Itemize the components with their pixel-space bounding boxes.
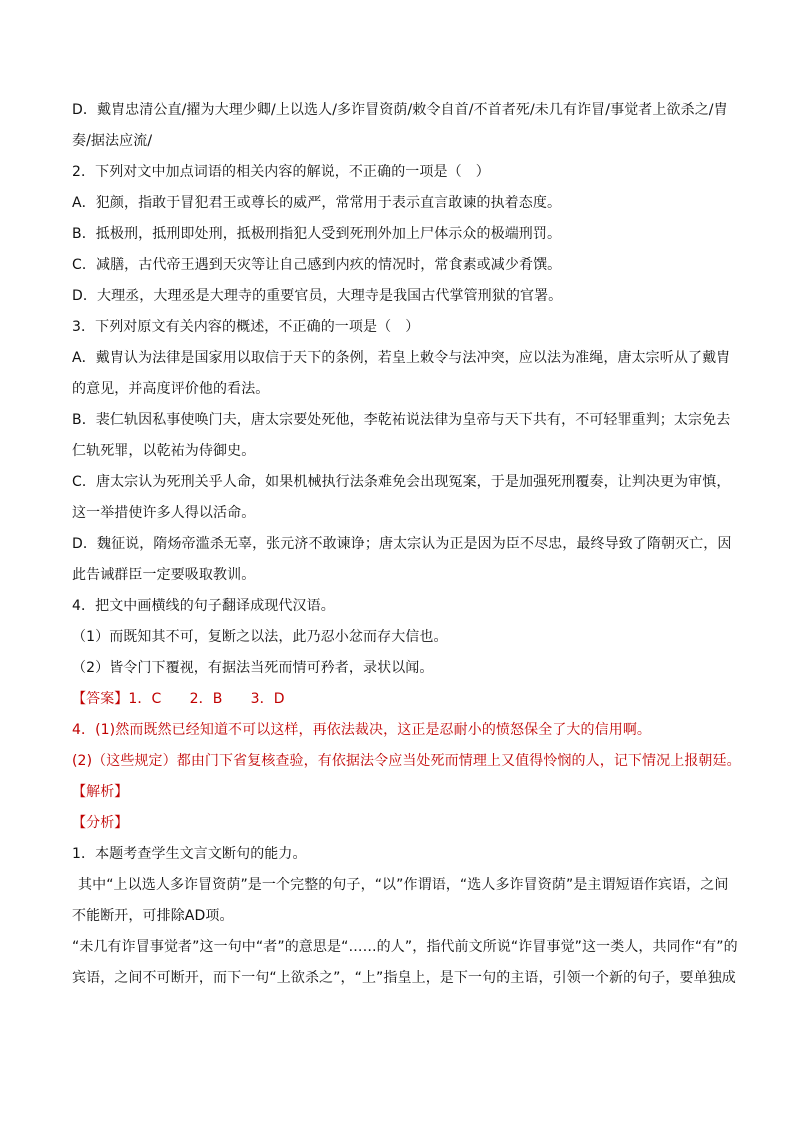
answer-line: 【答案】1．C 2．B 3．D [72,691,285,707]
analysis-1-detail-cont: 不能断开，可排除AD项。 [72,908,234,924]
analysis-1-detail-2: “未几有诈冒事觉者”这一句中“者”的意思是“……的人”，指代前文所说“诈冒事觉”这一类人，共同作“有”的 [72,939,738,955]
text-line-1: D．戴胄忠清公直/擢为大理少卿/上以选人/多诈冒资荫/敕令自首/不首者死/未几有诈冒/事觉者上欲杀之/胄 [72,102,728,118]
answer-4-2: (2)（这些规定）都由门下省复核查验，有依据法令应当处死而情理上又值得怜悯的人，记下情况上报朝廷。 [72,753,741,769]
question-3: 3．下列对原文有关内容的概述，不正确的一项是（ ） [72,319,420,335]
question-3-option-b: B．裴仁轨因私事使唤门夫，唐太宗要处死他，李乾祐说法律为皇帝与天下共有，不可轻罪重判；太宗免去 [72,412,731,428]
question-2-option-d: D．大理丞，大理丞是大理寺的重要官员，大理寺是我国古代掌管刑狱的官署。 [72,288,563,304]
document-body [72,95,741,994]
analysis-1-detail-2-cont: 宾语，之间不可断开，而下一句“上欲杀之”，“上”指皇上，是下一句的主语，引领一个新的句子，要单独成 [72,970,736,986]
question-2: 2．下列对文中加点词语的相关内容的解说，不正确的一项是（ ） [72,164,490,180]
question-3-option-a: A．戴胄认为法律是国家用以取信于天下的条例，若皇上敕令与法冲突，应以法为准绳，唐太宗听从了戴胄 [72,350,731,366]
analysis-1: 1．本题考查学生文言文断句的能力。 [72,846,307,862]
analysis-heading: 【解析】 [72,784,129,800]
text-line-2: 奏/据法应流/ [72,133,153,149]
question-3-option-c: C．唐太宗认为死刑关乎人命，如果机械执行法条难免会出现冤案，于是加强死刑覆奏，让判决更为审慎， [72,474,731,490]
question-2-option-c: C．减膳，古代帝王遇到天灾等让自己感到内疚的情况时，常食素或减少肴馔。 [72,257,562,273]
question-3-option-b-cont: 仁轨死罪，以乾祐为侍御史。 [72,443,256,459]
question-3-option-d-cont: 此告诫群臣一定要吸取教训。 [72,567,256,583]
question-4-sentence-2: （2）皆令门下覆视，有据法当死而情可矜者，录状以闻。 [72,660,434,676]
fenxi-heading: 【分析】 [72,815,129,831]
question-2-option-a: A．犯颜，指敢于冒犯君王或尊长的威严，常常用于表示直言敢谏的执着态度。 [72,195,562,211]
question-3-option-d: D．魏征说，隋炀帝滥杀无辜，张元济不敢谏诤；唐太宗认为正是因为臣不尽忠，最终导致了隋朝灭亡，因 [72,536,732,552]
question-4-sentence-1: （1）而既知其不可，复断之以法，此乃忍小忿而存大信也。 [72,629,448,645]
question-4: 4．把文中画横线的句子翻译成现代汉语。 [72,598,335,614]
question-2-option-b: B．抵极刑，抵刑即处刑，抵极刑指犯人受到死刑外加上尸体示众的极端刑罚。 [72,226,562,242]
analysis-1-detail: 其中“上以选人多诈冒资荫”是一个完整的句子，“以”作谓语，“选人多诈冒资荫”是主谓短语作宾语，之间 [78,877,729,893]
question-3-option-c-cont: 这一举措使许多人得以活命。 [72,505,256,521]
question-3-option-a-cont: 的意见，并高度评价他的看法。 [72,381,270,397]
answer-4-1: 4．(1)然而既然已经知道不可以这样，再依法裁决，这正是忍耐小的愤怒保全了大的信用啊。 [72,722,652,738]
